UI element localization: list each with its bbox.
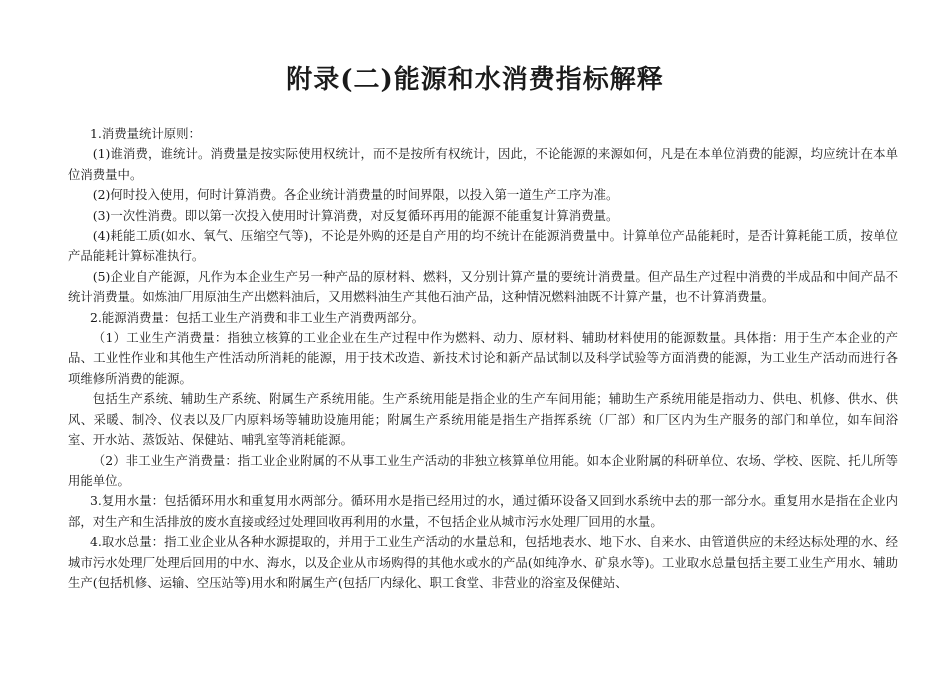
paragraph-1-1: (1)谁消费，谁统计。消费量是按实际使用权统计，而不是按所有权统计，因此，不论能源的来源如何，凡是在本单位消费的能源，均应统计在本单位消费量中。	[68, 146, 898, 182]
paragraph-2-1-detail: 包括生产系统、辅助生产系统、附属生产系统用能。生产系统用能是指企业的生产车间用能；辅助生产系统用能是指动力、供电、机修、供水、供风、采暖、制冷、仪表以及厂内原料场等辅助设施用能；附属生产系统用能是指生产指挥系统（厂部）和厂区内为生产服务的部门和单位，如车间浴室、开水站、蒸饭站、保健站、哺乳室等消耗能源。	[68, 391, 898, 448]
paragraph-1-2: (2)何时投入使用，何时计算消费。各企业统计消费量的时间界限，以投入第一道生产工序为准。	[92, 187, 619, 203]
paragraph-2-1: （1）工业生产消费量：指独立核算的工业企业在生产过程中作为燃料、动力、原材料、辅助材料使用的能源数量。具体指：用于生产本企业的产品、工业性作业和其他生产性活动所消耗的能源，用于技术改造、新技术讨论和新产品试制以及科学试验等方面消费的能源，为工业生产活动而进行各项维修所消费的能源。	[68, 330, 898, 386]
section-1-heading: 1.消费量统计原则：	[90, 126, 201, 141]
paragraph-1-5: (5)企业自产能源，凡作为本企业生产另一种产品的原材料、燃料，又分别计算产量的要统计消费量。但产品生产过程中消费的半成品和中间产品不统计消费量。如炼油厂用原油生产出燃料油后，又用燃料油生产其他石油产品，这种情况燃料油既不计算产量，也不计算消费量。	[68, 268, 898, 305]
paragraph-2-2: （2）非工业生产消费量：指工业企业附属的不从事工业生产活动的非独立核算单位用能。如本企业附属的科研单位、农场、学校、医院、托儿所等用能单位。	[68, 452, 898, 488]
paragraph-1-3: (3)一次性消费。即以第一次投入使用时计算消费，对反复循环再用的能源不能重复计算消费量。	[92, 207, 619, 223]
paragraph-1-4: (4)耗能工质(如水、氧气、压缩空气等)，不论是外购的还是自产用的均不统计在能源消费量中。计算单位产品能耗时，是否计算耗能工质，按单位产品能耗计算标准执行。	[68, 228, 898, 264]
document-title: 附录(二)能源和水消费指标解释	[286, 65, 664, 95]
section-3-paragraph: 3.复用水量：包括循环用水和重复用水两部分。循环用水是指已经用过的水，通过循环设备又回到水系统中去的那一部分水。重复用水是指在企业内部，对生产和生活排放的废水直接或经过处理回收再利用的水量，不包括企业从城市污水处理厂回用的水量。	[68, 493, 898, 529]
document-body	[68, 124, 898, 593]
section-4-paragraph: 4.取水总量：指工业企业从各种水源提取的，并用于工业生产活动的水量总和，包括地表水、地下水、自来水、由管道供应的未经达标处理的水、经城市污水处理厂处理后回用的中水、海水，以及企业从市场购得的其他水或水的产品(如纯净水、矿泉水等)。工业取水总量包括主要工业生产用水、辅助生产(包括机修、运输、空压站等)用水和附属生产(包括厂内绿化、职工食堂、非营业的浴室及保健站、	[68, 534, 898, 590]
section-2-heading: 2.能源消费量：包括工业生产消费和非工业生产消费两部分。	[90, 309, 424, 325]
